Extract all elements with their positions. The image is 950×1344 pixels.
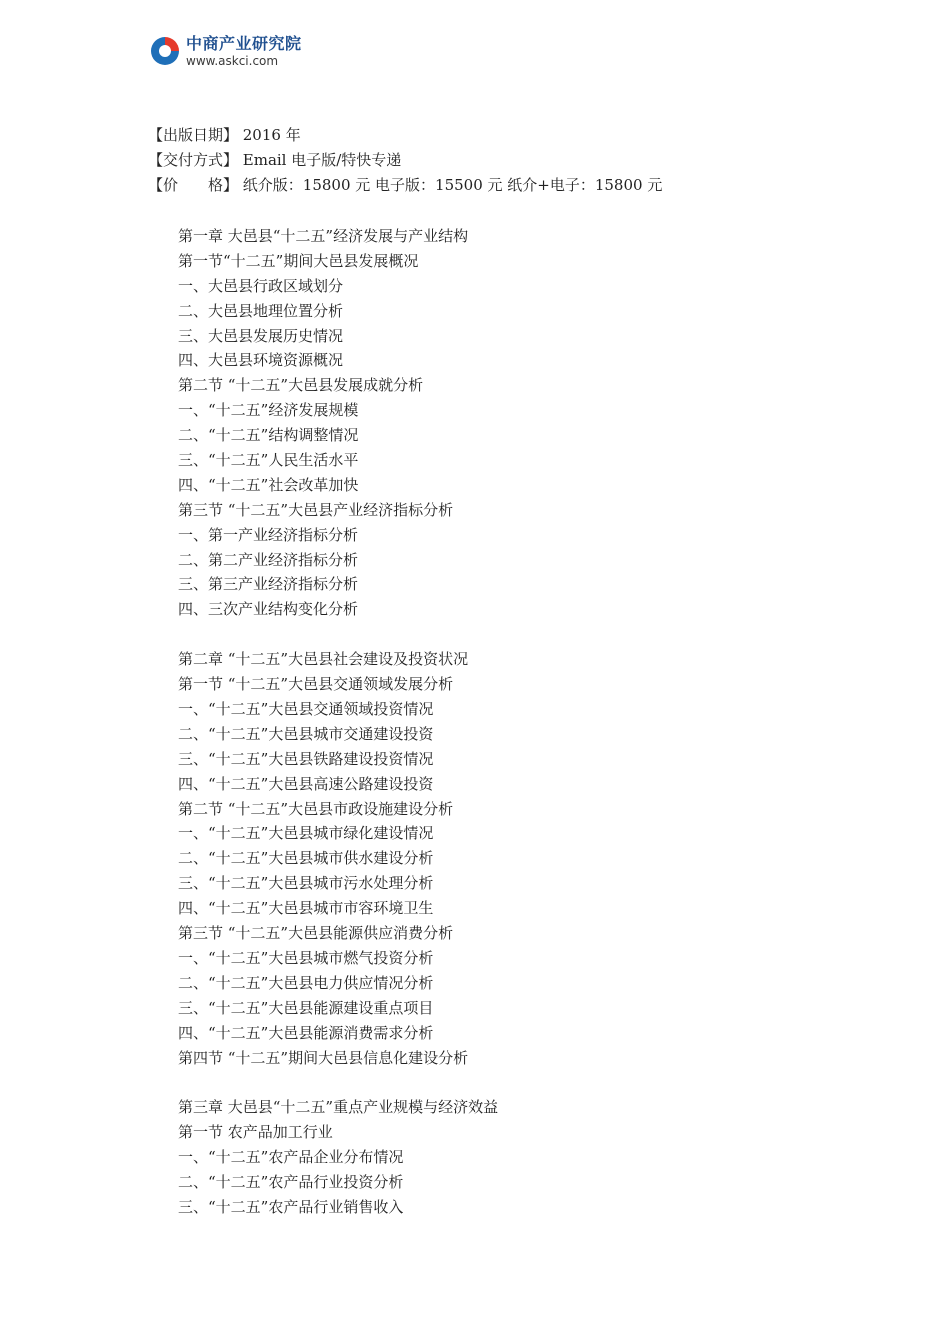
toc-entry: 三、“十二五”大邑县能源建设重点项目 — [178, 998, 434, 1017]
toc-entry: 二、“十二五”结构调整情况 — [178, 426, 359, 445]
toc-entry: 四、“十二五”大邑县能源消费需求分析 — [178, 1023, 434, 1042]
toc-entry: 四、“十二五”大邑县城市市容环境卫生 — [178, 899, 434, 918]
company-logo — [148, 34, 302, 68]
toc-entry: 二、“十二五”大邑县电力供应情况分析 — [178, 973, 434, 992]
toc-entry: 三、“十二五”人民生活水平 — [178, 451, 359, 470]
toc-entry: 三、大邑县发展历史情况 — [178, 326, 344, 345]
toc-entry: 四、“十二五”大邑县高速公路建设投资 — [178, 774, 434, 793]
toc-entry: 四、大邑县环境资源概况 — [178, 351, 344, 370]
publish-date: 【出版日期】 2016 年 — [148, 126, 301, 144]
toc-entry: 一、第一产业经济指标分析 — [178, 525, 359, 544]
toc-entry: 一、“十二五”大邑县城市绿化建设情况 — [178, 824, 434, 843]
toc-entry: 三、“十二五”大邑县城市污水处理分析 — [178, 874, 434, 893]
toc-entry: 二、大邑县地理位置分析 — [178, 301, 344, 320]
chapter-2 — [178, 647, 498, 1070]
toc-entry: 三、“十二五”农产品行业销售收入 — [178, 1197, 404, 1216]
toc-entry: 二、“十二五”大邑县城市供水建设分析 — [178, 849, 434, 868]
logo-company-name: 中商产业研究院 — [186, 33, 302, 53]
toc-entry: 二、第二产业经济指标分析 — [178, 550, 359, 569]
toc-entry: 四、三次产业结构变化分析 — [178, 600, 359, 619]
toc-entry: 第三节 “十二五”大邑县能源供应消费分析 — [178, 924, 454, 943]
toc-entry: 二、“十二五”大邑县城市交通建设投资 — [178, 724, 434, 743]
table-of-contents — [178, 224, 498, 1220]
toc-entry: 四、“十二五”社会改革加快 — [178, 475, 359, 494]
toc-entry: 第一节 “十二五”大邑县交通领域发展分析 — [178, 675, 454, 694]
toc-entry: 第一节 农产品加工行业 — [178, 1123, 333, 1142]
toc-entry: 第二节 “十二五”大邑县市政设施建设分析 — [178, 799, 454, 818]
toc-entry: 第二章 “十二五”大邑县社会建设及投资状况 — [178, 650, 469, 669]
toc-entry: 一、“十二五”经济发展规模 — [178, 401, 359, 420]
toc-entry: 第三节 “十二五”大邑县产业经济指标分析 — [178, 500, 454, 519]
publication-info — [148, 123, 662, 198]
toc-entry: 一、大邑县行政区域划分 — [178, 276, 344, 295]
toc-entry: 第二节 “十二五”大邑县发展成就分析 — [178, 376, 424, 395]
chapter-spacer — [178, 622, 498, 647]
toc-entry: 第四节 “十二五”期间大邑县信息化建设分析 — [178, 1048, 469, 1067]
price-info: 【价 格】 纸介版：15800 元 电子版：15500 元 纸介+电子：15800 元 — [148, 176, 663, 194]
logo-mark-icon — [148, 34, 182, 68]
toc-entry: 一、“十二五”大邑县交通领域投资情况 — [178, 700, 434, 719]
chapter-1 — [178, 224, 498, 622]
toc-entry: 一、“十二五”大邑县城市燃气投资分析 — [178, 948, 434, 967]
delivery-method: 【交付方式】 Email 电子版/特快专递 — [148, 151, 402, 169]
toc-entry: 三、“十二五”大邑县铁路建设投资情况 — [178, 749, 434, 768]
toc-entry: 二、“十二五”农产品行业投资分析 — [178, 1173, 404, 1192]
toc-entry: 一、“十二五”农产品企业分布情况 — [178, 1148, 404, 1167]
toc-entry: 三、第三产业经济指标分析 — [178, 575, 359, 594]
toc-entry: 第三章 大邑县“十二五”重点产业规模与经济效益 — [178, 1098, 499, 1117]
chapter-spacer — [178, 1070, 498, 1095]
toc-entry: 第一节“十二五”期间大邑县发展概况 — [178, 251, 419, 270]
chapter-3 — [178, 1095, 498, 1219]
toc-entry: 第一章 大邑县“十二五”经济发展与产业结构 — [178, 227, 469, 245]
logo-website: www.askci.com — [186, 53, 279, 68]
